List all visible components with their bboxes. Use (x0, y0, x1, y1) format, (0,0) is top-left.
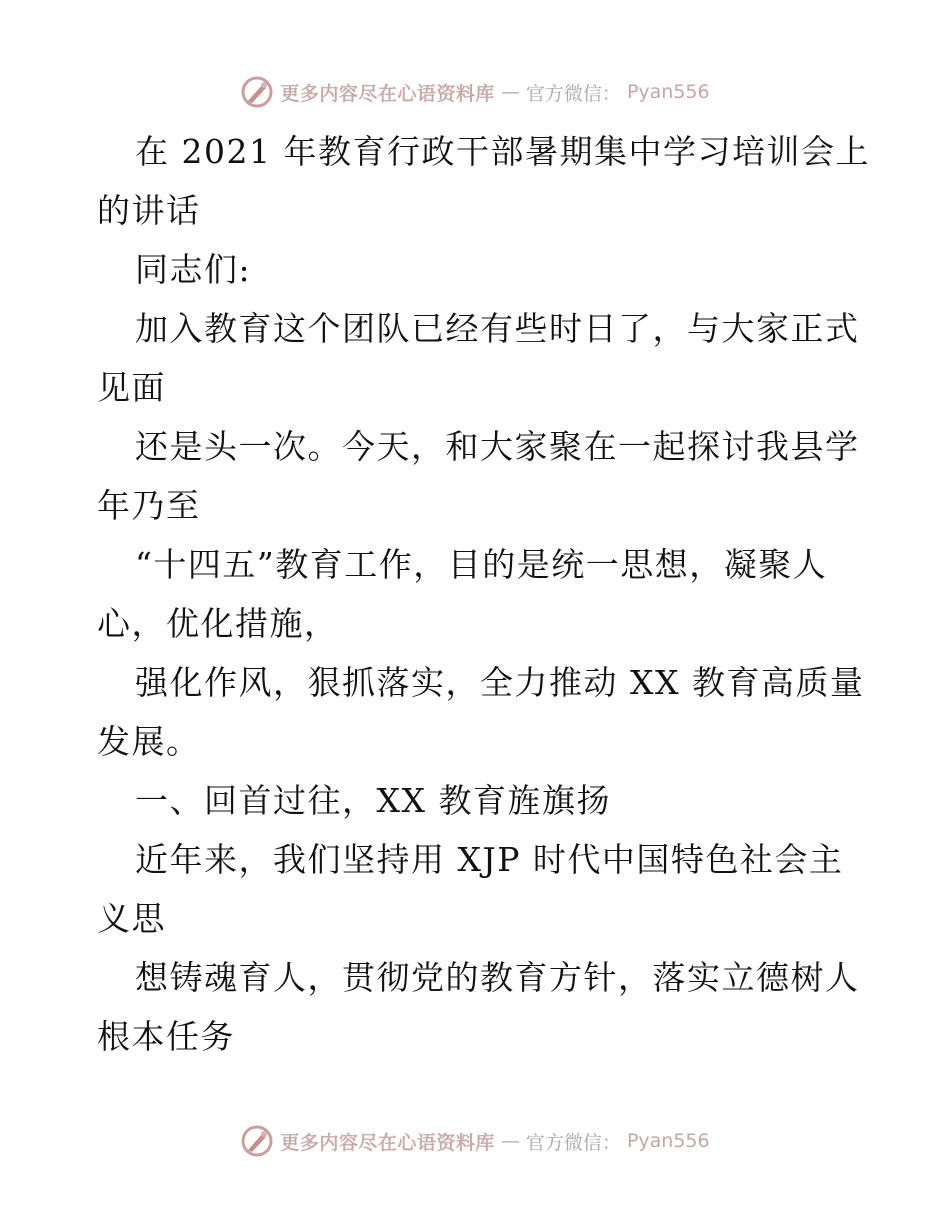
paragraph-line: 义思 (97, 899, 166, 938)
title-line-2: 的讲话 (97, 191, 201, 230)
paragraph-line: 近年来，我们坚持用 XJP 时代中国特色社会主 (135, 840, 844, 879)
title-line-1: 在 2021 年教育行政干部暑期集中学习培训会上 (135, 132, 870, 171)
paragraph-line: 根本任务 (97, 1017, 235, 1056)
pen-logo-icon (240, 75, 274, 109)
paragraph-line: 发展。 (97, 722, 201, 761)
watermark-separator: — (500, 1130, 520, 1152)
watermark-wechat-id: Pyan556 (626, 81, 710, 103)
paragraph-line: 加入教育这个团队已经有些时日了，与大家正式 (135, 309, 860, 348)
paragraph-line: 想铸魂育人，贯彻党的教育方针，落实立德树人 (135, 958, 860, 997)
salutation: 同志们: (135, 250, 252, 289)
watermark-brand: 更多内容尽在心语资料库 (280, 82, 495, 105)
watermark-brand: 更多内容尽在心语资料库 (280, 1131, 495, 1154)
footer-watermark (0, 1121, 950, 1161)
section-heading: 一、回首过往，XX 教育旌旗扬 (135, 781, 611, 820)
watermark-label: 官方微信： (525, 82, 621, 105)
paragraph-line: 还是头一次。今天，和大家聚在一起探讨我县学 (135, 427, 860, 466)
watermark-wechat-id: Pyan556 (626, 1130, 710, 1152)
pen-logo-icon (240, 1124, 274, 1158)
document-body (97, 122, 870, 1066)
paragraph-line: 心，优化措施， (97, 604, 339, 643)
watermark-separator: — (500, 81, 520, 103)
header-watermark (0, 72, 950, 112)
paragraph-line: “十四五”教育工作，目的是统一思想，凝聚人 (135, 545, 828, 584)
paragraph-line: 年乃至 (97, 486, 201, 525)
paragraph-line: 见面 (97, 368, 166, 407)
watermark-label: 官方微信： (525, 1131, 621, 1154)
paragraph-line: 强化作风，狠抓落实，全力推动 XX 教育高质量 (135, 663, 865, 702)
